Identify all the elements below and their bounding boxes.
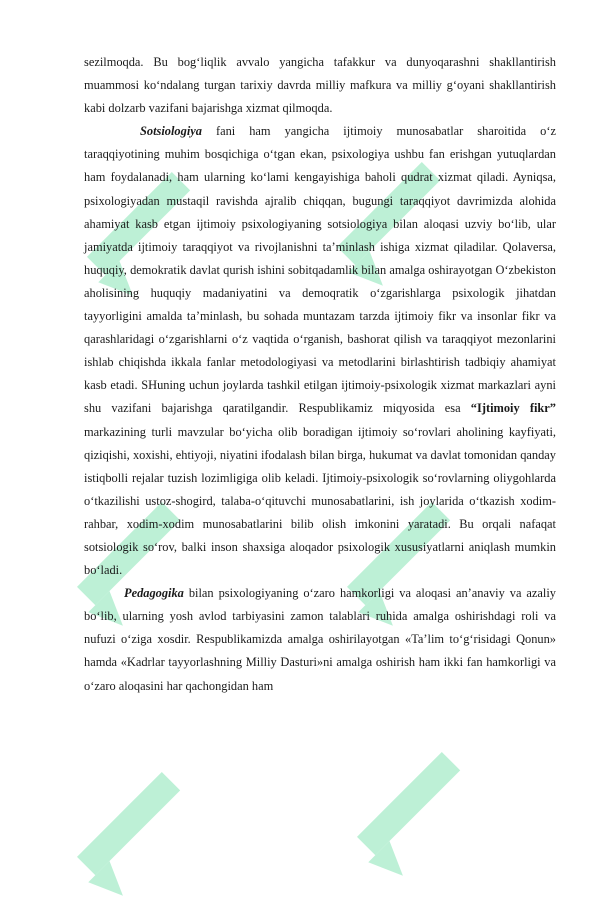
document-page	[84, 51, 556, 698]
watermark-mark	[340, 720, 480, 890]
watermark-notch	[368, 841, 413, 886]
watermark-bar	[357, 752, 460, 855]
watermark-mark	[60, 740, 200, 910]
paragraph-2-text: fani ham yangicha ijtimoiy munosabatlar sharoitida o‘z taraqqiyotining muhim bosqichiga o‘tgan ekan, psixologiya ushbu fan erishgan yutuqlardan ham foydalanadi, ham ularning ko‘lami kengayishiga baholi qudrat xizmat qiladi. Ayniqsa, psixologiyadan mustaqil ravishda ajralib chiqqan, bugungi taraqqiyot davrimizda alohida ahamiyat kasb etgan ijtimoiy psixologiyaning sotsiologiya bilan aloqasi uzviy bo‘lib, ular jamiyatda ijtimoiy taraqqiyot va rivojlanishni ta’minlash ishiga xizmat qiladilar. Qolaversa, huquqiy, demokratik davlat qurish ishini sobitqadamlik bilan amalga oshirayotgan O‘zbekiston aholisining huquqiy madaniyatini va demoqratik o‘zgarishlarga psixologik jihatdan tayyorligini amalda ta’minlash, bu sohada muntazam tarzda ijtimoiy fikr va insonlar fikr va qarashlaridagi o‘zgarishlarni o‘z vaqtida o‘rganish, bashorat qilish va taraqqiyot mezonlarini ishlab chiqishda ikkala fanlar metodologiyasi va metodlarini birlashtirish tadbiqiy ahamiyat kasb etadi. SHuning uchun joylarda tashkil etilgan ijtimoiy-psixologik xizmat markazlari ayni shu vazifani bajarishga qaratilgandir. Respublikamiz miqyosida esa	[84, 124, 556, 416]
ijtimoiy-fikr-bold: “Ijtimoiy fikr”	[470, 401, 556, 416]
paragraph-3-text: bilan psixologiyaning o‘zaro hamkorligi va aloqasi an’anaviy va azaliy bo‘lib, ularning yosh avlod tarbiyasini zamon talablari ruhida amalga oshirishdagi roli va nufuzi o‘ziga xosdir. Respublikamizda amalga oshirilayotgan «Ta’lim to‘g‘risidagi Qonun» hamda «Kadrlar tayyorlashning Milliy Dasturi»ni amalga oshirish ham ikki fan hamkorligi va o‘zaro aloqasini har qachongidan ham	[84, 586, 556, 693]
paragraph-1-text: sezilmoqda. Bu bog‘liqlik avvalo yangicha tafakkur va dunyoqarashni shakllantirish muammosi ko‘ndalang turgan tarixiy davrda milliy mafkura va milliy g‘oyani shakllantirish kabi dolzarb vazifani bajarishga xizmat qilmoqda.	[84, 55, 556, 116]
paragraph-2	[84, 120, 556, 582]
paragraph-2-text-cont: markazining turli mavzular bo‘yicha olib boradigan ijtimoiy so‘rovlari aholining kayfiyati, qiziqishi, xoxishi, ehtiyoji, niyatini ifodalash bilan birga, hukumat va davlat tomonidan qanday istiqbolli rejalar tuzish lozimligiga olib keladi. Ijtimoiy-psixologik so‘rovlarning oliygohlarda o‘tkazilishi ustoz-shogird, talaba-o‘qituvchi munosabatlarini, ish joylarida o‘tkazish xodim-rahbar, xodim-xodim munosabatlarini bilib olish imkonini yaratadi. Bu orqali nafaqat sotsiologik so‘rov, balki inson shaxsiga aloqador psixologik xususiyatlarni aniqlash mumkin bo‘ladi.	[84, 424, 556, 578]
watermark-notch	[88, 861, 133, 906]
paragraph-1	[84, 51, 556, 120]
term-pedagogika: Pedagogika	[124, 586, 184, 601]
watermark-bar	[77, 772, 180, 875]
paragraph-3	[84, 582, 556, 697]
term-sotsiologiya: Sotsiologiya	[140, 124, 202, 139]
